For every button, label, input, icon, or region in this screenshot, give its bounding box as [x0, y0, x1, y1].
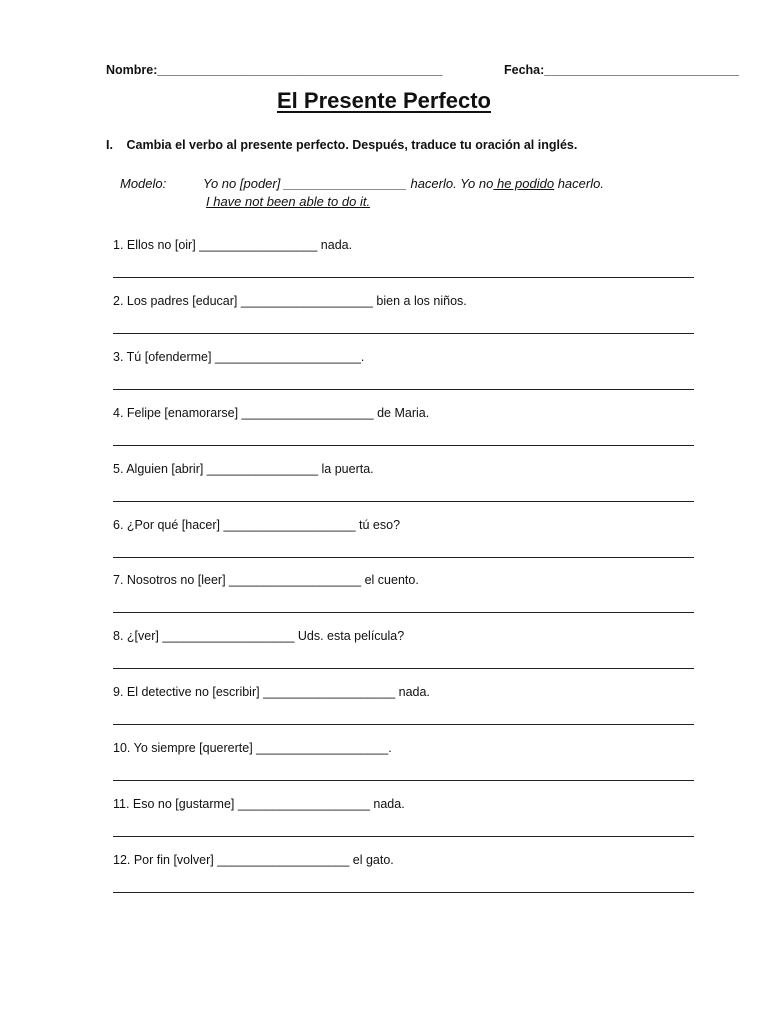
exercise-7: 7. Nosotros no [leer] ___________________ el cuento. — [113, 573, 419, 587]
answer-line-8[interactable] — [113, 668, 694, 669]
instruction — [106, 138, 577, 152]
model-example-line-1 — [120, 176, 604, 191]
exercise-1: 1. Ellos no [oir] _________________ nada. — [113, 238, 353, 252]
exercise-9: 9. El detective no [escribir] ___________________ nada. — [113, 685, 430, 699]
page-title — [0, 88, 768, 114]
model-example-line-2 — [206, 194, 370, 209]
exercise-11: 11. Eso no [gustarme] ___________________ nada. — [113, 797, 405, 811]
model-sentence-start: Yo no [poder] _________________ hacerlo. Yo no — [203, 176, 494, 191]
answer-line-4[interactable] — [113, 445, 694, 446]
model-answer: he podido — [493, 176, 555, 191]
page-title-text: El Presente Perfecto — [277, 88, 491, 113]
model-label: Modelo: — [120, 176, 167, 191]
model-sentence-end: hacerlo. — [554, 176, 604, 191]
answer-line-3[interactable] — [113, 389, 694, 390]
answer-line-11[interactable] — [113, 836, 694, 837]
instruction-number: I. — [106, 138, 113, 152]
answer-line-10[interactable] — [113, 780, 694, 781]
exercise-5: 5. Alguien [abrir] ________________ la puerta. — [113, 462, 374, 476]
exercise-12: 12. Por fin [volver] ___________________ el gato. — [113, 853, 394, 867]
exercise-10: 10. Yo siempre [quererte] ___________________. — [113, 741, 392, 755]
exercise-6: 6. ¿Por qué [hacer] ___________________ tú eso? — [113, 518, 401, 532]
model-translation: I have not been able to do it. — [206, 194, 371, 209]
answer-line-2[interactable] — [113, 333, 694, 334]
exercise-3: 3. Tú [ofenderme] _____________________. — [113, 350, 365, 364]
name-field-label: Nombre:_________________________________________ — [106, 63, 443, 77]
exercise-2: 2. Los padres [educar] ___________________ bien a los niños. — [113, 294, 467, 308]
exercise-8: 8. ¿[ver] ___________________ Uds. esta película? — [113, 629, 405, 643]
answer-line-7[interactable] — [113, 612, 694, 613]
answer-line-6[interactable] — [113, 557, 694, 558]
answer-line-12[interactable] — [113, 892, 694, 893]
answer-line-9[interactable] — [113, 724, 694, 725]
exercise-4: 4. Felipe [enamorarse] ___________________ de Maria. — [113, 406, 430, 420]
date-field-label: Fecha:____________________________ — [504, 63, 739, 77]
answer-line-5[interactable] — [113, 501, 694, 502]
instruction-text: Cambia el verbo al presente perfecto. Después, traduce tu oración al inglés. — [126, 138, 578, 152]
answer-line-1[interactable] — [113, 277, 694, 278]
